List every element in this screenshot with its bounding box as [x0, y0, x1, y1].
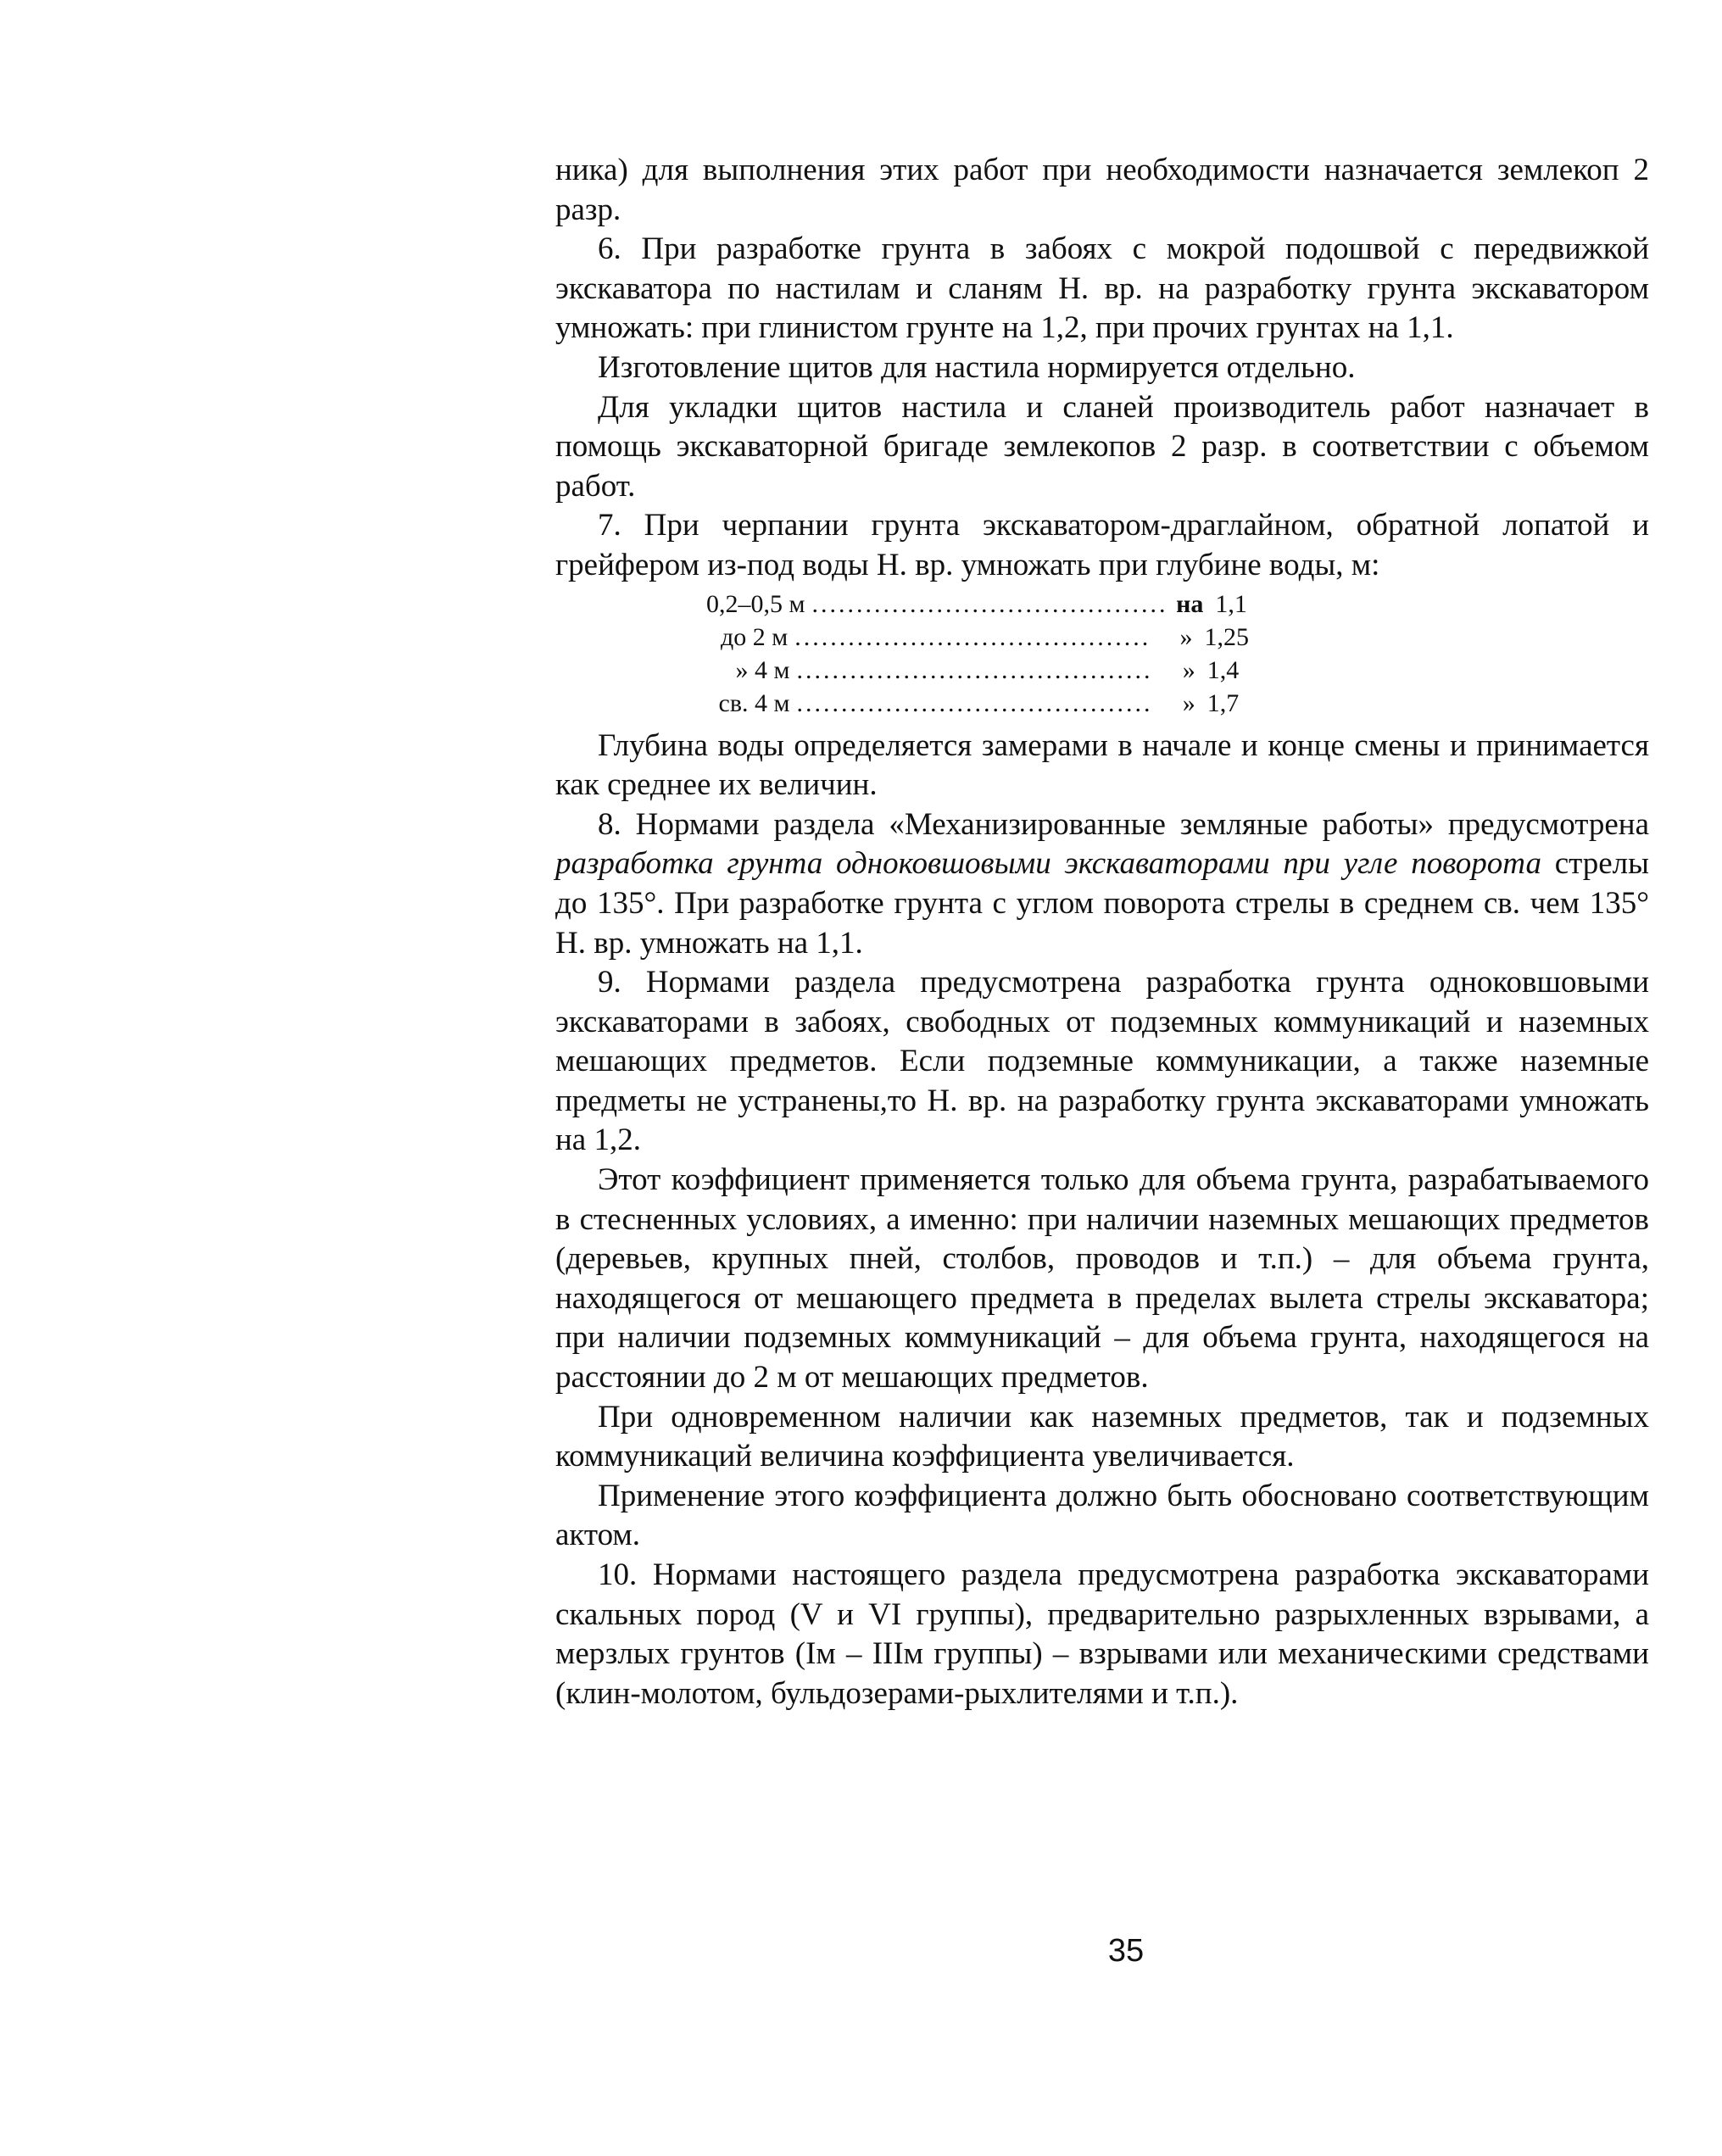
paragraph: 6. При разработке грунта в забоях с мокрой подошвой с передвижкой экскаватора по настилам и сланям Н. вр. на разработку грунта экскаватором умножать: при глинистом грунте на 1,2, при прочих грунтах на 1,1. [555, 231, 1649, 346]
paragraph: Изготовление щитов для настила нормируется отдельно. [598, 349, 1356, 385]
table-row [706, 588, 1249, 621]
paragraph-8-part2: стрелы до 135°. При разработке грунта с углом поворота стрелы в среднем св. чем 135° Н. вр. умножать на 1,1. [555, 846, 1649, 961]
dot-leader: ........................................ [796, 688, 1153, 717]
depth-condition: св. 4 м [718, 688, 790, 717]
coefficient-value: 1,4 [1207, 655, 1240, 684]
table-row [706, 654, 1249, 687]
coefficient-prefix: на [1176, 589, 1204, 618]
paragraph: ника) для выполнения этих работ при необходимости назначается землекоп 2 разр. [555, 153, 1649, 227]
paragraph: 10. Нормами настоящего раздела предусмотрена разработка экскаваторами скальных пород (V и VI группы), предварительно разрыхленных взрывами, а мерзлых грунтов (Iм – IIIм группы) – взрывами или механическими средствами (клин-молотом, бульдозерами-рыхлителями и т.п.). [555, 1557, 1649, 1711]
coefficient-prefix: » [1182, 688, 1195, 717]
paragraph: При одновременном наличии как наземных предметов, так и подземных коммуникаций величина коэффициента увеличивается. [555, 1399, 1649, 1474]
coefficient-value: 1,25 [1204, 622, 1249, 651]
paragraph-8-italic: разработка грунта одноковшовыми экскаваторами при угле поворота [555, 846, 1541, 882]
paragraph-8-part1: 8. Нормами раздела «Механизированные земляные работы» предусмотрена [598, 806, 1649, 842]
body-text [555, 151, 1649, 1713]
paragraph-8 [555, 805, 1649, 963]
depth-condition: до 2 м [721, 622, 789, 651]
dot-leader: ........................................ [811, 589, 1168, 618]
dot-leader: ........................................ [794, 622, 1151, 651]
paragraph: Для укладки щитов настила и сланей производитель работ назначает в помощь экскаваторной бригаде землекопов 2 разр. в соответствии с объемом работ. [555, 389, 1649, 504]
paragraph-group-1 [555, 151, 1649, 586]
dot-leader: ........................................ [796, 655, 1153, 684]
paragraph: 7. При черпании грунта экскаватором-драглайном, обратной лопатой и грейфером из-под воды Н. вр. умножать при глубине воды, м: [555, 508, 1649, 582]
depth-condition: 0,2–0,5 м [706, 589, 805, 618]
paragraph-group-2 [555, 727, 1649, 805]
coefficient-value: 1,7 [1207, 688, 1240, 717]
paragraph-group-3 [555, 963, 1649, 1713]
page-number: 35 [1107, 1933, 1145, 1969]
table-row [706, 687, 1249, 720]
paragraph: Глубина воды определяется замерами в начале и конце смены и принимается как среднее их величин. [555, 727, 1649, 803]
depth-condition: » 4 м [735, 655, 790, 684]
coefficient-value: 1,1 [1215, 589, 1247, 618]
coefficient-prefix: » [1182, 655, 1195, 684]
paragraph: 9. Нормами раздела предусмотрена разработка грунта одноковшовыми экскаваторами в забоях, свободных от подземных коммуникаций и наземных мешающих предметов. Если подземные коммуникации, а также наземные предметы не устранены,то Н. вр. на разработку грунта экскаваторами умножать на 1,2. [555, 965, 1649, 1158]
coefficient-prefix: » [1179, 622, 1193, 651]
water-depth-coefficient-table [706, 588, 1249, 720]
paragraph: Этот коэффициент применяется только для объема грунта, разрабатываемого в стесненных условиях, а именно: при наличии наземных мешающих предметов (деревьев, крупных пней, столбов, проводов и т.п.) – для объема грунта, находящегося от мешающего предмета в пределах вылета стрелы экскаватора; при наличии подземных коммуникаций – для объема грунта, находящегося на расстоянии до 2 м от мешающих предметов. [555, 1162, 1649, 1396]
table-row [706, 621, 1249, 654]
paragraph: Применение этого коэффициента должно быть обосновано соответствующим актом. [555, 1478, 1649, 1553]
